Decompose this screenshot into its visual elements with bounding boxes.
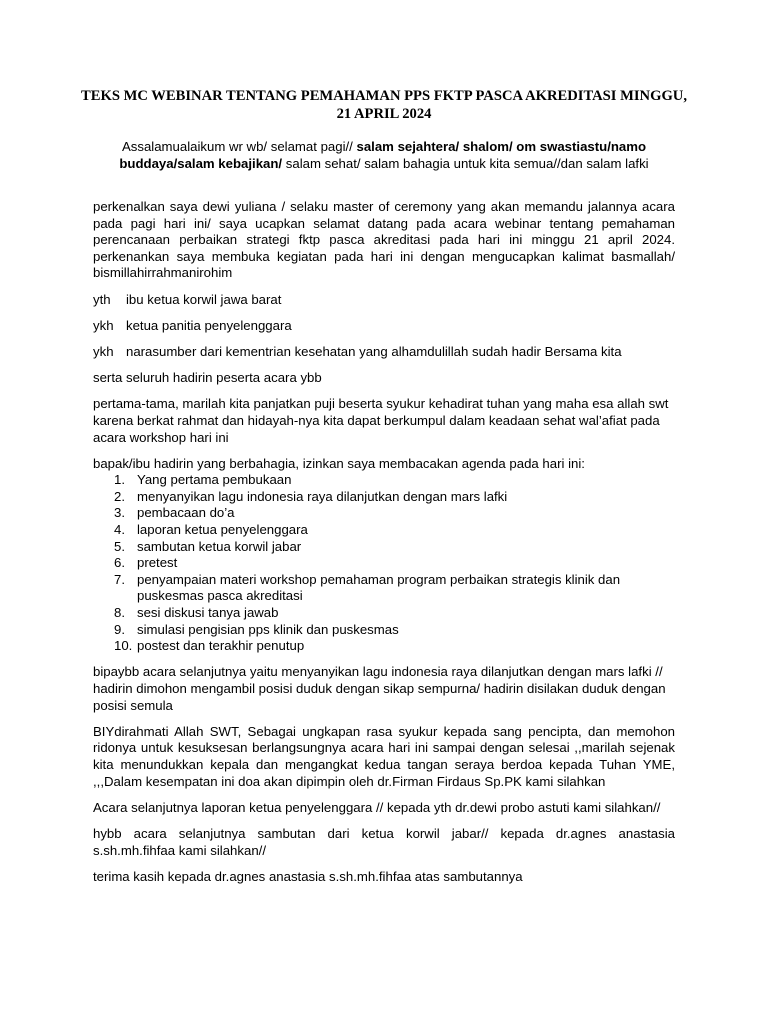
greeting-closing-text: salam sehat/ salam bahagia untuk kita semua//dan salam lafki	[285, 156, 649, 171]
agenda-item	[93, 572, 675, 605]
agenda-item-number: 3.	[114, 505, 125, 521]
report-paragraph: Acara selanjutnya laporan ketua penyelenggara // kepada yth dr.dewi probo astuti kami silahkan//	[93, 799, 661, 815]
honorific-text: narasumber dari kementrian kesehatan yang alhamdulillah sudah hadir Bersama kita	[126, 343, 622, 359]
agenda-list	[93, 472, 675, 655]
document-title: TEKS MC WEBINAR TENTANG PEMAHAMAN PPS FKTP PASCA AKREDITASI MINGGU, 21 APRIL 2024	[81, 88, 687, 122]
agenda-item-text: laporan ketua penyelenggara	[137, 522, 308, 538]
speech-paragraph: hybb acara selanjutnya sambutan dari ketua korwil jabar// kepada dr.agnes anastasia s.sh.mh.fihfaa kami silahkan//	[93, 825, 675, 858]
greeting-paragraph	[82, 138, 686, 172]
honorific-text: ketua panitia penyelenggara	[126, 317, 292, 333]
agenda-item	[93, 539, 675, 556]
honorific-text: ibu ketua korwil jawa barat	[126, 291, 282, 307]
agenda-item-text: penyampaian materi workshop pemahaman program perbaikan strategis klinik dan puskesmas pasca akreditasi	[137, 571, 621, 604]
agenda-item-number: 2.	[114, 488, 125, 504]
document-body	[93, 199, 675, 895]
agenda-item-text: pembacaan do’a	[137, 505, 235, 521]
agenda-item	[93, 622, 675, 639]
agenda-item	[93, 638, 675, 655]
greeting-bold-text: salam sejahtera/ shalom/ om swastiastu/namo buddaya/salam kebajikan/	[119, 139, 647, 171]
agenda-item-number: 4.	[114, 522, 125, 538]
agenda-item	[93, 522, 675, 539]
prayer-paragraph: BIYdirahmati Allah SWT, Sebagai ungkapan rasa syukur kepada sang pencipta, dan memohon ridonya untuk kesuksesan berlangsungnya acara hari ini sampai dengan selesai ,,marilah sejenak kita menundukkan kepala dan mengangkat kedua tangan seraya berdoa kepada Tuhan YME, ,,,Dalam kesempatan ini doa akan dipimpin oleh dr.Firman Firdaus Sp.PK kami silahkan	[93, 723, 675, 789]
thanks-paragraph: terima kasih kepada dr.agnes anastasia s.sh.mh.fihfaa atas sambutannya	[93, 868, 523, 884]
agenda-item-number: 1.	[114, 472, 125, 488]
gratitude-paragraph: pertama-tama, marilah kita panjatkan puji beserta syukur kehadirat tuhan yang maha esa allah swt karena berkat rahmat dan hidayah-nya kita dapat berkumpul dalam keadaan sehat wal’afiat pada acara workshop hari ini	[93, 396, 669, 445]
attendees-paragraph: serta seluruh hadirin peserta acara ybb	[93, 370, 322, 386]
agenda-item-text: postest dan terakhir penutup	[137, 638, 305, 654]
agenda-item-text: sesi diskusi tanya jawab	[137, 605, 279, 621]
greeting-text: Assalamualaikum wr wb/ selamat pagi//	[121, 139, 353, 154]
agenda-item-text: menyanyikan lagu indonesia raya dilanjutkan dengan mars lafki	[137, 488, 508, 504]
agenda-item	[93, 555, 675, 572]
honorific-label: ykh	[93, 343, 114, 359]
honorific-line	[93, 292, 675, 309]
agenda-item-number: 8.	[114, 605, 125, 621]
agenda-intro: bapak/ibu hadirin yang berbahagia, izinkan saya membacakan agenda pada hari ini:	[93, 455, 585, 471]
agenda-item-text: simulasi pengisian pps klinik dan puskesmas	[137, 621, 399, 637]
intro-paragraph: perkenalkan saya dewi yuliana / selaku master of ceremony yang akan memandu jalannya acara pada pagi hari ini/ saya ucapkan selamat datang pada acara webinar tentang pemahaman perencanaan perbaikan strategi fktp pasca akreditasi pada hari ini minggu 21 april 2024. perkenankan saya membuka kegiatan pada hari ini dengan mengucapkan kalimat basmallah/ bismillahirrahmanirohim	[93, 199, 675, 281]
agenda-item-number: 7.	[114, 571, 125, 587]
honorific-label: ykh	[93, 317, 114, 333]
honorific-label: yth	[93, 291, 111, 307]
honorific-line	[93, 318, 675, 335]
agenda-item	[93, 489, 675, 506]
agenda-item-number: 9.	[114, 621, 125, 637]
agenda-item	[93, 605, 675, 622]
agenda-item	[93, 505, 675, 522]
agenda-item-number: 10.	[114, 638, 133, 654]
honorific-line	[93, 344, 675, 361]
agenda-item-number: 5.	[114, 538, 125, 554]
agenda-item-text: Yang pertama pembukaan	[137, 472, 292, 488]
agenda-item-text: sambutan ketua korwil jabar	[137, 538, 302, 554]
agenda-item	[93, 472, 675, 489]
agenda-item-text: pretest	[137, 555, 178, 571]
agenda-item-number: 6.	[114, 555, 125, 571]
anthem-paragraph: bipaybb acara selanjutnya yaitu menyanyikan lagu indonesia raya dilanjutkan dengan mars lafki // hadirin dimohon mengambil posisi duduk dengan sikap sempurna/ hadirin disilakan duduk dengan posisi semula	[93, 664, 666, 713]
